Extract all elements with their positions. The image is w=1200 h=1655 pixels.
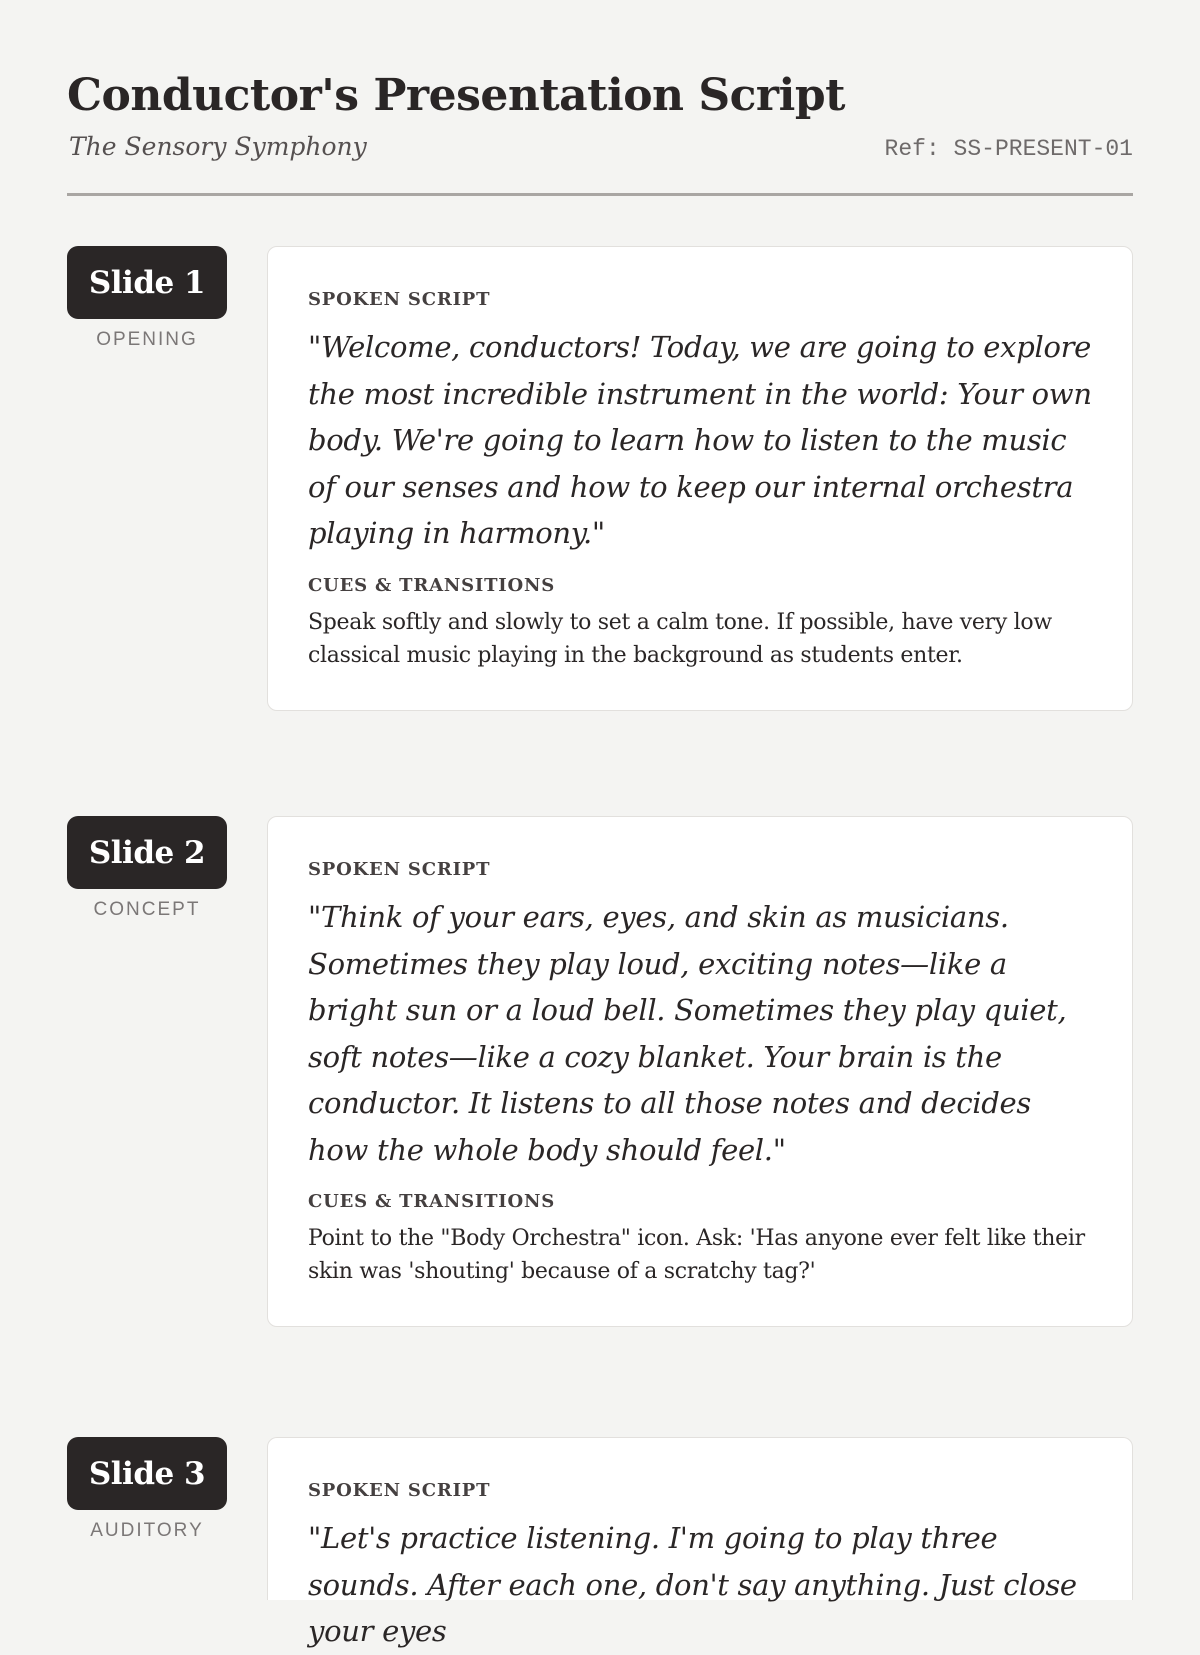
spoken-script-text: "Think of your ears, eyes, and skin as musicians. Sometimes they play loud, exciting notes—like a bright sun or a loud bell. Sometimes they play quiet, soft notes—like a cozy blanket. Your brain is the conductor. It listens to all those notes and decides how the whole body should feel." [308, 900, 1067, 1167]
slide-number-badge: Slide 1 [67, 246, 227, 319]
slide-card [267, 1437, 1133, 1648]
presentation-script-page [67, 0, 1133, 1648]
spoken-script-label: SPOKEN SCRIPT [308, 289, 491, 310]
cues-label: CUES & TRANSITIONS [308, 1191, 556, 1212]
cues-text: Speak softly and slowly to set a calm tone. If possible, have very low classical music playing in the background as students enter. [308, 609, 1052, 668]
page-subtitle: The Sensory Symphony [69, 132, 367, 161]
slide-card [267, 246, 1133, 711]
cues-label: CUES & TRANSITIONS [308, 574, 556, 596]
reference-code: Ref: SS-PRESENT-01 [884, 136, 1133, 162]
slide-number-badge: Slide 3 [67, 1437, 227, 1510]
document-header [67, 0, 1133, 196]
spoken-script-text: "Welcome, conductors! Today, we are going to explore the most incredible instrument in the world: Your own body. We're going to learn how to listen to the music of our senses and how to keep our internal orchestra playing in harmony." [308, 330, 1092, 550]
slide-tag [67, 246, 227, 351]
spoken-script-label: SPOKEN SCRIPT [308, 1480, 491, 1501]
spoken-script-text: "Let's practice listening. I'm going to play three sounds. After each one, don't say anything. Just close your eyes [308, 1521, 1077, 1648]
slide-tag [67, 1437, 227, 1542]
spoken-script-label: SPOKEN SCRIPT [308, 859, 491, 880]
slide-category: CONCEPT [93, 899, 201, 920]
page-title: Conductor's Presentation Script [67, 70, 845, 121]
slide-number-badge: Slide 2 [67, 816, 227, 889]
slide-card [267, 816, 1133, 1327]
slide-category: AUDITORY [90, 1520, 204, 1541]
slide-tag [67, 816, 227, 921]
header-divider [67, 193, 1133, 196]
cues-text: Point to the "Body Orchestra" icon. Ask: 'Has anyone ever felt like their skin was 'shouting' because of a scratchy tag?' [308, 1226, 1085, 1284]
slide-category: OPENING [96, 329, 198, 350]
